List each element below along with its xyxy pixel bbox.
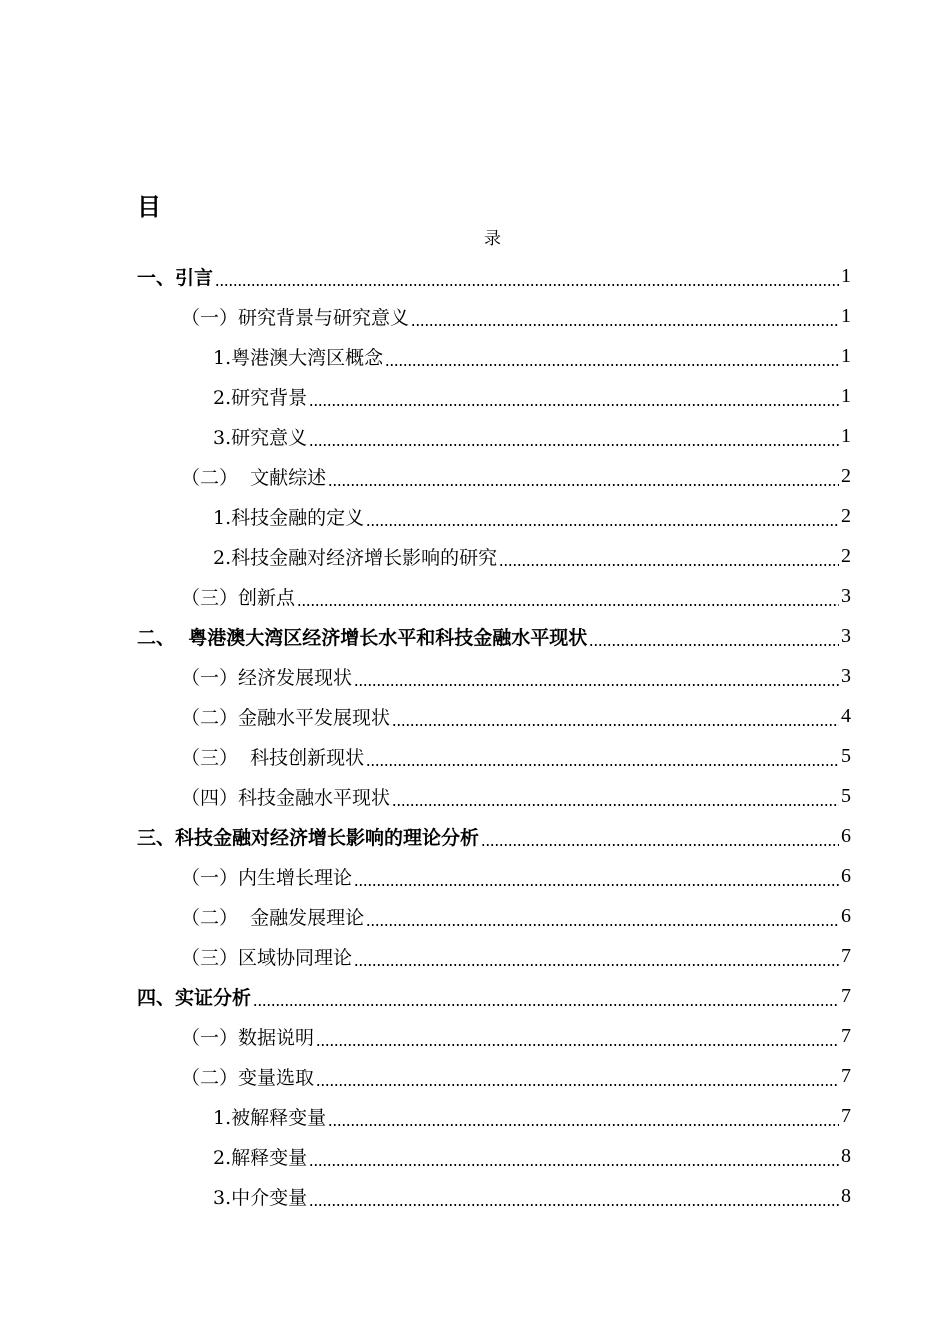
toc-page-number: 2 bbox=[841, 544, 851, 567]
toc-entry-level2[interactable] bbox=[137, 656, 851, 696]
toc-dot-leader bbox=[392, 707, 839, 727]
toc-entry-level1[interactable] bbox=[137, 616, 851, 656]
toc-entry-level3[interactable] bbox=[137, 1136, 851, 1176]
toc-entry-level1[interactable] bbox=[137, 816, 851, 856]
toc-entry-text: 一、引言 bbox=[137, 266, 214, 289]
toc-entry-text: （一）经济发展现状 bbox=[181, 666, 353, 689]
toc-entry-text: （四）科技金融水平现状 bbox=[181, 786, 391, 809]
toc-entry-level3[interactable] bbox=[137, 416, 851, 456]
toc-dot-leader bbox=[499, 547, 839, 567]
toc-page-number: 1 bbox=[841, 304, 851, 327]
toc-entry-text: 1.粤港澳大湾区概念 bbox=[213, 346, 384, 369]
toc-dot-leader bbox=[328, 467, 839, 487]
toc-entry-text: （二） 金融发展理论 bbox=[181, 906, 365, 929]
toc-page-number: 2 bbox=[841, 464, 851, 487]
toc-page-number: 1 bbox=[841, 264, 851, 287]
toc-entry-text: 3.中介变量 bbox=[213, 1186, 308, 1209]
toc-entry-text: 1.科技金融的定义 bbox=[213, 506, 365, 529]
toc-entry-text: （一）内生增长理论 bbox=[181, 866, 353, 889]
toc-page-number: 7 bbox=[841, 1104, 851, 1127]
toc-entry-level1[interactable] bbox=[137, 256, 851, 296]
toc-entry-text: （三）创新点 bbox=[181, 586, 296, 609]
toc-entry-level1[interactable] bbox=[137, 976, 851, 1016]
toc-dot-leader bbox=[354, 667, 839, 687]
toc-page-number: 3 bbox=[841, 624, 851, 647]
toc-entry-level3[interactable] bbox=[137, 536, 851, 576]
toc-entry-text: （三） 科技创新现状 bbox=[181, 746, 365, 769]
toc-page-number: 3 bbox=[841, 584, 851, 607]
toc-page-number: 7 bbox=[841, 1024, 851, 1047]
toc-dot-leader bbox=[316, 1067, 839, 1087]
toc-entry-level3[interactable] bbox=[137, 336, 851, 376]
toc-dot-leader bbox=[392, 787, 839, 807]
toc-dot-leader bbox=[253, 987, 839, 1007]
toc-entry-level2[interactable] bbox=[137, 296, 851, 336]
toc-page-number: 7 bbox=[841, 1064, 851, 1087]
toc-dot-leader bbox=[309, 1147, 839, 1167]
toc-entry-level2[interactable] bbox=[137, 856, 851, 896]
toc-page-number: 1 bbox=[841, 344, 851, 367]
toc-dot-leader bbox=[309, 387, 839, 407]
toc-entry-level3[interactable] bbox=[137, 1176, 851, 1216]
toc-entry-text: （三）区域协同理论 bbox=[181, 946, 353, 969]
toc-entry-text: 2.研究背景 bbox=[213, 386, 308, 409]
toc-entry-level2[interactable] bbox=[137, 456, 851, 496]
toc-page-number: 5 bbox=[841, 784, 851, 807]
toc-entry-level2[interactable] bbox=[137, 896, 851, 936]
toc-entry-text: 2.科技金融对经济增长影响的研究 bbox=[213, 546, 498, 569]
toc-dot-leader bbox=[215, 267, 839, 287]
toc-entry-level2[interactable] bbox=[137, 736, 851, 776]
toc-dot-leader bbox=[385, 347, 839, 367]
toc-dot-leader bbox=[366, 507, 839, 527]
toc-entry-level2[interactable] bbox=[137, 696, 851, 736]
toc-dot-leader bbox=[366, 907, 839, 927]
toc-entry-level3[interactable] bbox=[137, 376, 851, 416]
table-of-contents bbox=[137, 256, 851, 1216]
toc-entry-text: （二）变量选取 bbox=[181, 1066, 315, 1089]
toc-page-number: 7 bbox=[841, 944, 851, 967]
toc-dot-leader bbox=[297, 587, 839, 607]
toc-dot-leader bbox=[328, 1107, 839, 1127]
toc-dot-leader bbox=[309, 1187, 839, 1207]
toc-entry-text: （一）数据说明 bbox=[181, 1026, 315, 1049]
toc-dot-leader bbox=[316, 1027, 839, 1047]
toc-page-number: 8 bbox=[841, 1144, 851, 1167]
toc-dot-leader bbox=[366, 747, 839, 767]
toc-page-number: 6 bbox=[841, 824, 851, 847]
toc-entry-level2[interactable] bbox=[137, 1016, 851, 1056]
toc-dot-leader bbox=[354, 867, 839, 887]
toc-entry-text: （二） 文献综述 bbox=[181, 466, 327, 489]
toc-entry-level2[interactable] bbox=[137, 936, 851, 976]
toc-dot-leader bbox=[481, 827, 839, 847]
toc-entry-level3[interactable] bbox=[137, 496, 851, 536]
toc-entry-level3[interactable] bbox=[137, 1096, 851, 1136]
toc-entry-level2[interactable] bbox=[137, 776, 851, 816]
toc-dot-leader bbox=[589, 627, 839, 647]
toc-entry-text: （一）研究背景与研究意义 bbox=[181, 306, 410, 329]
toc-entry-text: 3.研究意义 bbox=[213, 426, 308, 449]
toc-page-number: 7 bbox=[841, 984, 851, 1007]
toc-entry-text: 2.解释变量 bbox=[213, 1146, 308, 1169]
toc-page-number: 6 bbox=[841, 904, 851, 927]
toc-page-number: 3 bbox=[841, 664, 851, 687]
toc-entry-level2[interactable] bbox=[137, 1056, 851, 1096]
toc-page-number: 5 bbox=[841, 744, 851, 767]
toc-entry-text: 1.被解释变量 bbox=[213, 1106, 327, 1129]
toc-entry-text: （二）金融水平发展现状 bbox=[181, 706, 391, 729]
toc-page-number: 2 bbox=[841, 504, 851, 527]
toc-page-number: 4 bbox=[841, 704, 851, 727]
toc-entry-text: 二、 粤港澳大湾区经济增长水平和科技金融水平现状 bbox=[137, 626, 588, 649]
toc-dot-leader bbox=[411, 307, 839, 327]
toc-title-part2: 录 bbox=[484, 229, 501, 249]
toc-entry-level2[interactable] bbox=[137, 576, 851, 616]
toc-page-number: 1 bbox=[841, 424, 851, 447]
toc-page-number: 6 bbox=[841, 864, 851, 887]
toc-dot-leader bbox=[354, 947, 839, 967]
toc-dot-leader bbox=[309, 427, 839, 447]
toc-entry-text: 四、实证分析 bbox=[137, 986, 252, 1009]
toc-title-part1: 目 bbox=[137, 193, 161, 221]
toc-entry-text: 三、科技金融对经济增长影响的理论分析 bbox=[137, 826, 480, 849]
toc-page-number: 1 bbox=[841, 384, 851, 407]
toc-page-number: 8 bbox=[841, 1184, 851, 1207]
